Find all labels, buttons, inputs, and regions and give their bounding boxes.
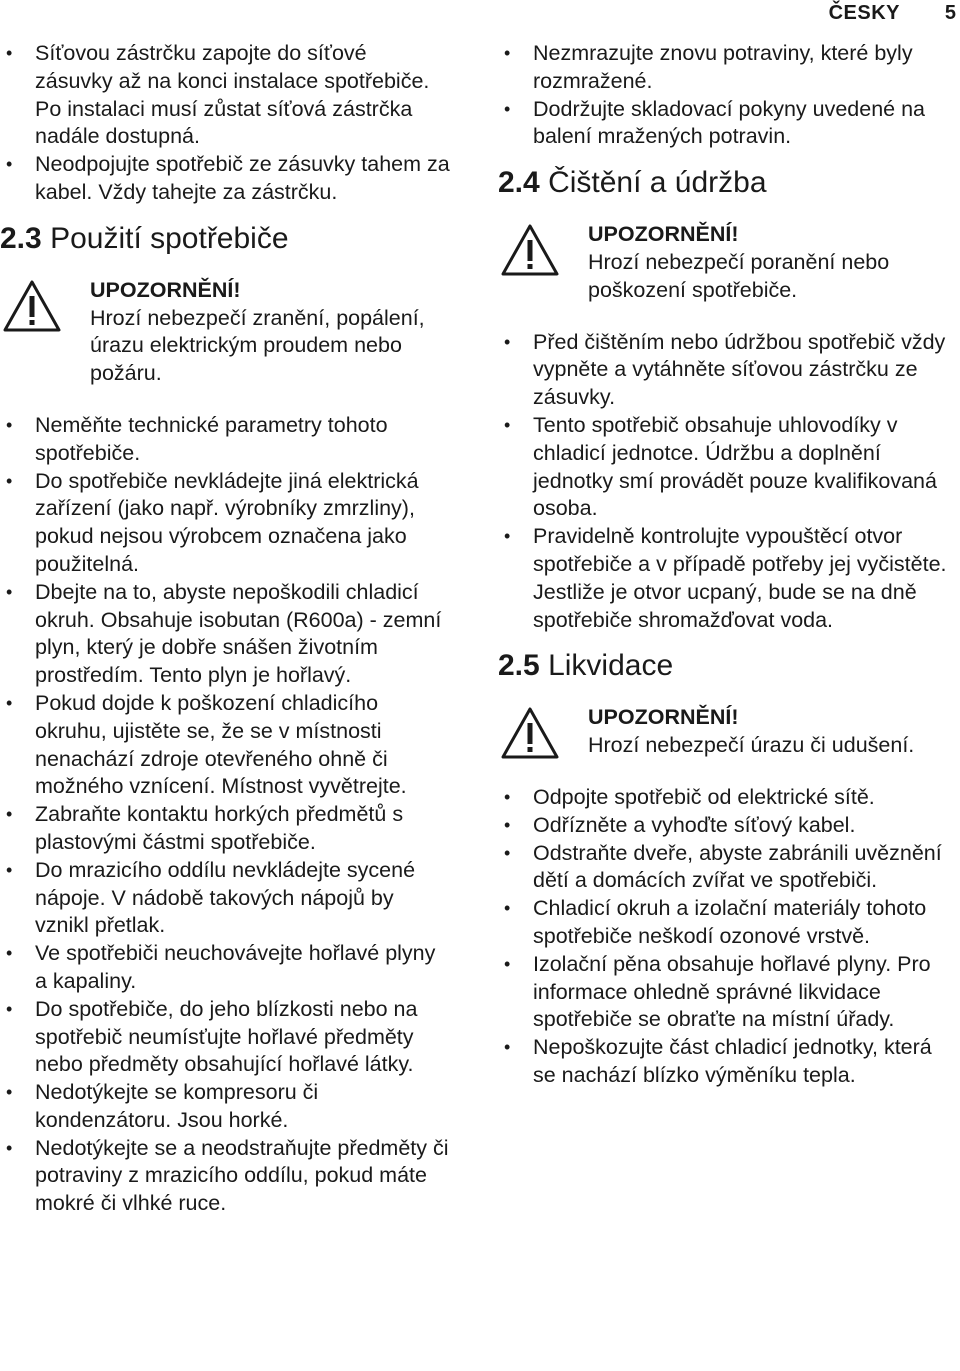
disposal-bullet-list	[498, 784, 958, 1090]
list-item	[498, 1034, 958, 1090]
bullet-icon: •	[504, 1037, 511, 1058]
bullet-icon: •	[6, 998, 13, 1019]
list-item-text: Dodržujte skladovací pokyny uvedené na balení mražených potravin.	[533, 96, 926, 149]
list-item	[498, 812, 958, 840]
list-item	[0, 1135, 450, 1218]
warning-text: Hrozí nebezpečí poranění nebo poškození spotřebiče.	[588, 249, 890, 302]
list-item	[0, 996, 450, 1079]
warning-title: UPOZORNĚNÍ!	[588, 705, 739, 730]
bullet-icon: •	[6, 1082, 13, 1103]
list-item-text: Do mrazicího oddílu nevkládejte sycené nápoje. V nádobě takových nápojů by vznikl přetlak.	[35, 857, 416, 938]
list-item-text: Síťovou zástrčku zapojte do síťové zásuvky až na konci instalace spotřebiče. Po instalaci musí zůstat síťová zástrčka nadále dostupná.	[35, 41, 430, 149]
list-item	[498, 895, 958, 951]
cleaning-bullet-list	[498, 329, 958, 635]
intro-bullet-list	[0, 40, 450, 207]
list-item-text: Před čištěním nebo údržbou spotřebič vždy vypněte a vytáhněte síťovou zástrčku ze zásuvky.	[533, 329, 946, 410]
section-number: 2.4	[498, 166, 540, 200]
list-item-text: Tento spotřebič obsahuje uhlovodíky v chladicí jednotce. Údržbu a doplnění jednotky smí provádět pouze kvalifikovaná osoba.	[533, 412, 937, 521]
list-item	[0, 40, 450, 151]
list-item	[0, 690, 450, 801]
section-title: Likvidace	[548, 649, 674, 683]
list-item	[498, 784, 958, 812]
list-item-text: Nezmrazujte znovu potraviny, které byly rozmražené.	[533, 41, 913, 93]
list-item-text: Do spotřebiče, do jeho blízkosti nebo na spotřebič neumísťujte hořlavé předměty nebo předměty obsahující hořlavé látky.	[35, 996, 418, 1077]
list-item	[498, 523, 958, 634]
section-heading-disposal	[498, 648, 958, 684]
bullet-icon: •	[6, 43, 13, 63]
warning-block	[498, 221, 958, 304]
list-item-text: Dbejte na to, abyste nepoškodili chladicí okruh. Obsahuje isobutan (R600a) - zemní plyn, který je dobře snášen životním prostředím. Tento plyn je hořlavý.	[35, 579, 442, 688]
warning-text: Hrozí nebezpečí úrazu či udušení.	[588, 733, 915, 758]
page-header	[0, 0, 960, 30]
list-item	[0, 1079, 450, 1135]
bullet-icon: •	[504, 43, 511, 63]
list-item-text: Zabraňte kontaktu horkých předmětů s plastovými částmi spotřebiče.	[35, 802, 404, 854]
list-item-text: Chladicí okruh a izolační materiály tohoto spotřebiče neškodí ozonové vrstvě.	[533, 896, 927, 948]
list-item-text: Odřízněte a vyhoďte síťový kabel.	[533, 812, 856, 837]
usage-bullet-list	[0, 412, 450, 1218]
list-item-text: Neměňte technické parametry tohoto spotřebiče.	[35, 412, 388, 465]
left-column	[0, 40, 450, 1218]
list-item-text: Nepoškozujte část chladicí jednotky, která se nachází blízko výměníku tepla.	[533, 1035, 932, 1087]
list-item-text: Odpojte spotřebič od elektrické sítě.	[533, 784, 875, 809]
list-item	[498, 96, 958, 152]
list-item	[0, 940, 450, 996]
list-item	[0, 579, 450, 690]
bullet-icon: •	[504, 786, 511, 807]
list-item-text: Ve spotřebiči neuchovávejte hořlavé plyny a kapaliny.	[35, 941, 436, 993]
list-item-text: Nedotýkejte se kompresoru či kondenzátoru. Jsou horké.	[35, 1080, 319, 1132]
section-heading-usage	[0, 221, 450, 257]
list-item	[0, 857, 450, 940]
bullet-icon: •	[6, 943, 13, 964]
bullet-icon: •	[504, 814, 511, 835]
list-item	[0, 412, 450, 468]
warning-block	[0, 277, 450, 388]
section-heading-cleaning	[498, 165, 958, 201]
list-item	[498, 951, 958, 1034]
bullet-icon: •	[6, 581, 13, 602]
warning-title: UPOZORNĚNÍ!	[90, 277, 241, 302]
bullet-icon: •	[504, 842, 511, 863]
list-item-text: Do spotřebiče nevkládejte jiná elektrická zařízení (jako např. výrobníky zmrzliny), pokud nejsou výrobcem označena jako použitelná.	[35, 468, 419, 576]
bullet-icon: •	[6, 859, 13, 880]
bullet-icon: •	[6, 154, 13, 175]
section-number: 2.3	[0, 221, 42, 255]
bullet-icon: •	[504, 331, 511, 352]
bullet-icon: •	[6, 414, 13, 435]
list-item-text: Pravidelně kontrolujte vypouštěcí otvor spotřebiče a v případě potřeby jej vyčistěte. Jestliže je otvor ucpaný, bude se na dně spotřebiče shromažďovat voda.	[533, 524, 947, 632]
bullet-icon: •	[504, 526, 511, 547]
list-item	[0, 151, 450, 207]
bullet-icon: •	[6, 804, 13, 825]
bullet-icon: •	[6, 1137, 13, 1158]
bullet-icon: •	[504, 898, 511, 919]
bullet-icon: •	[6, 470, 13, 491]
list-item-text: Nedotýkejte se a neodstraňujte předměty či potraviny z mrazicího oddílu, pokud máte mokré či vlhké ruce.	[35, 1135, 449, 1216]
list-item	[498, 40, 958, 96]
list-item	[0, 801, 450, 857]
warning-triangle-icon	[500, 223, 560, 277]
section-title: Použití spotřebiče	[50, 221, 289, 255]
list-item	[0, 468, 450, 579]
list-item-text: Neodpojujte spotřebič ze zásuvky tahem za kabel. Vždy tahejte za zástrčku.	[35, 152, 450, 204]
warning-text: Hrozí nebezpečí zranění, popálení, úrazu elektrickým proudem nebo požáru.	[90, 305, 425, 386]
warning-triangle-icon	[2, 279, 62, 333]
warning-triangle-icon	[500, 706, 560, 760]
section-number: 2.5	[498, 649, 540, 683]
warning-title: UPOZORNĚNÍ!	[588, 222, 739, 247]
list-item-text: Izolační pěna obsahuje hořlavé plyny. Pro informace ohledně správné likvidace spotřebiče se obraťte na místní úřady.	[533, 951, 931, 1032]
right-column	[498, 40, 958, 1090]
freezing-bullet-list	[498, 40, 958, 151]
warning-block	[498, 704, 958, 760]
page-number: 5	[944, 2, 956, 24]
list-item-text: Pokud dojde k poškození chladicího okruhu, ujistěte se, že se v místnosti nenachází zdroje otevřeného ohně či možného vznícení. Místnost vyvětrejte.	[35, 690, 407, 799]
bullet-icon: •	[504, 414, 511, 435]
list-item-text: Odstraňte dveře, abyste zabránili uvěznění dětí a domácích zvířat ve spotřebiči.	[533, 840, 942, 893]
bullet-icon: •	[6, 692, 13, 713]
language-label: ČESKY	[828, 2, 900, 24]
list-item	[498, 329, 958, 412]
list-item	[498, 840, 958, 896]
bullet-icon: •	[504, 98, 511, 119]
section-title: Čištění a údržba	[548, 166, 767, 200]
list-item	[498, 412, 958, 523]
bullet-icon: •	[504, 953, 511, 974]
